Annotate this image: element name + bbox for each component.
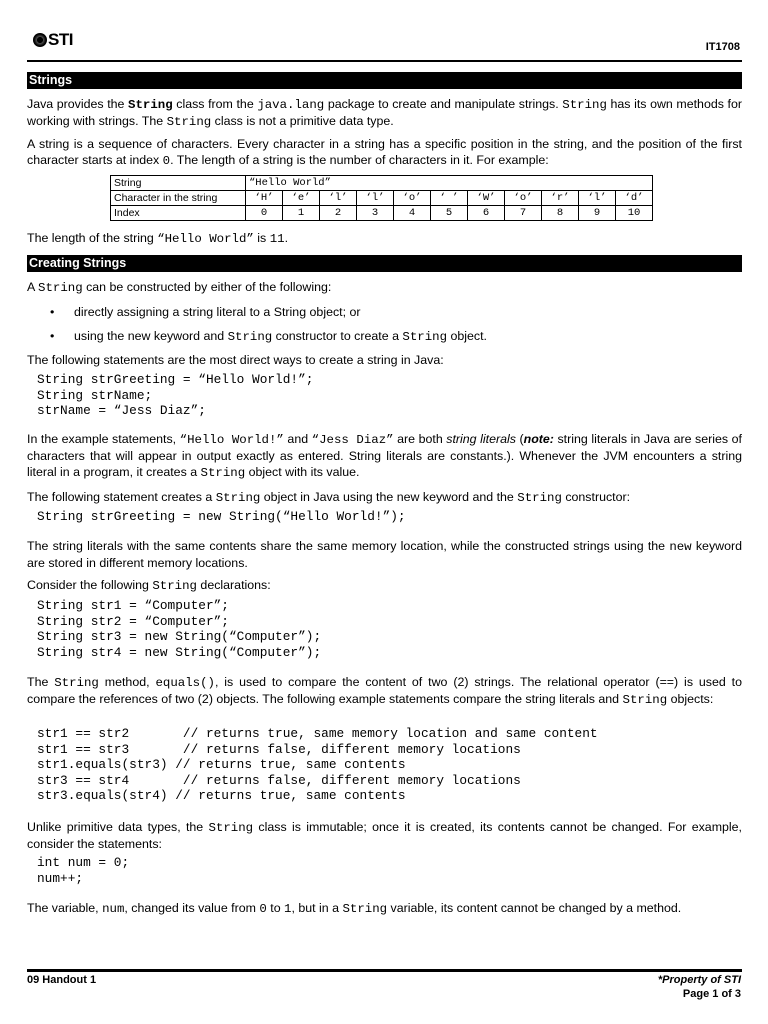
- page-header: [27, 30, 742, 62]
- row-label: Index: [111, 206, 246, 221]
- index-cell: 2: [320, 206, 357, 221]
- char-cell: ‘H’: [246, 191, 283, 206]
- footer-divider: [27, 969, 742, 972]
- index-cell: 4: [394, 206, 431, 221]
- memory-paragraph: The string literals with the same contents share the same memory location, while the constructed strings using the new keyword are stored in different memory locations.: [27, 539, 742, 570]
- sti-logo-mark-icon: [33, 33, 47, 47]
- index-cell: 3: [357, 206, 394, 221]
- creating-intro: A String can be constructed by either of the following:: [27, 280, 332, 295]
- intro-paragraph-1: Java provides the String class from the java.lang package to create and manipulate strings. String has its own methods for working with strings. The String class is not a primitive data type.: [27, 97, 742, 129]
- index-cell: 5: [431, 206, 468, 221]
- consider-text: Consider the following String declarations:: [27, 578, 271, 593]
- char-cell: ‘l’: [357, 191, 394, 206]
- hello-world-table: [110, 175, 653, 221]
- index-cell: 7: [505, 206, 542, 221]
- code-block-1: String strGreeting = “Hello World!”; String strName; strName = “Jess Diaz”;: [37, 372, 314, 419]
- section-title-creating-strings: Creating Strings: [27, 255, 742, 272]
- index-cell: 0: [246, 206, 283, 221]
- string-value-cell: “Hello World”: [246, 176, 653, 191]
- immutable-paragraph: Unlike primitive data types, the String class is immutable; once it is created, its contents cannot be changed. For example, consider the statements:: [27, 820, 742, 851]
- index-cell: 10: [616, 206, 653, 221]
- direct-ways-text: The following statements are the most direct ways to create a string in Java:: [27, 353, 444, 367]
- course-code: IT1708: [705, 41, 740, 53]
- footer-handout-label: 09 Handout 1: [27, 974, 97, 986]
- table-row: [111, 191, 653, 206]
- last-paragraph: The variable, num, changed its value from 0 to 1, but in a String variable, its content cannot be changed by a method.: [27, 901, 682, 916]
- literals-paragraph: In the example statements, “Hello World!” and “Jess Diaz” are both string literals (note: string literals in Java are series of characters that will appear in output exactly as entered. String literals are constants.). Whenever the JVM encounters a string literal in a program, it creates a String object with its value.: [27, 432, 743, 480]
- section-title-strings: Strings: [27, 72, 742, 89]
- sti-logo: [33, 30, 73, 50]
- row-label: String: [111, 176, 246, 191]
- char-cell: ‘W’: [468, 191, 505, 206]
- intro-paragraph-2: A string is a sequence of characters. Every character in a string has a specific position in the string, and the position of the first character starts at index 0. The length of a string is the number of characters in it. For example:: [27, 137, 742, 168]
- table-row: [111, 176, 653, 191]
- footer-property-label: *Property of STI: [657, 974, 741, 986]
- row-label: Character in the string: [111, 191, 246, 206]
- length-sentence: The length of the string “Hello World” is 11.: [27, 231, 289, 246]
- new-statement-text: The following statement creates a String object in Java using the new keyword and the String constructor:: [27, 490, 631, 505]
- char-cell: ‘e’: [283, 191, 320, 206]
- char-cell: ‘l’: [579, 191, 616, 206]
- code-block-4: str1 == str2 // returns true, same memory location and same content str1 == str3 // returns false, different memory locations str1.equals(str3) // returns true, same contents str3 == str4 // returns false, different memory locations str3.equals(str4) // returns true, same contents: [37, 726, 598, 804]
- table-row: [111, 206, 653, 221]
- index-cell: 9: [579, 206, 616, 221]
- logo-text: STI: [48, 30, 73, 49]
- equals-paragraph: The String method, equals(), is used to compare the content of two (2) strings. The relational operator (==) is used to compare the references of two (2) objects. The following example statements compare the string literals and String objects:: [27, 675, 743, 707]
- index-cell: 1: [283, 206, 320, 221]
- index-cell: 6: [468, 206, 505, 221]
- char-cell: ‘o’: [394, 191, 431, 206]
- bullet-icon: •: [50, 305, 55, 319]
- char-cell: ‘o’: [505, 191, 542, 206]
- code-block-5: int num = 0; num++;: [37, 855, 130, 886]
- bullet-icon: •: [50, 329, 55, 343]
- index-cell: 8: [542, 206, 579, 221]
- footer-page-number: Page 1 of 3: [682, 988, 741, 1000]
- char-cell: ‘l’: [320, 191, 357, 206]
- char-cell: ‘r’: [542, 191, 579, 206]
- code-block-3: String str1 = “Computer”; String str2 = “Computer”; String str3 = new String(“Computer”); String str4 = new String(“Computer”);: [37, 598, 322, 660]
- code-block-2: String strGreeting = new String(“Hello World!”);: [37, 509, 406, 524]
- char-cell: ‘ ’: [431, 191, 468, 206]
- char-cell: ‘d’: [616, 191, 653, 206]
